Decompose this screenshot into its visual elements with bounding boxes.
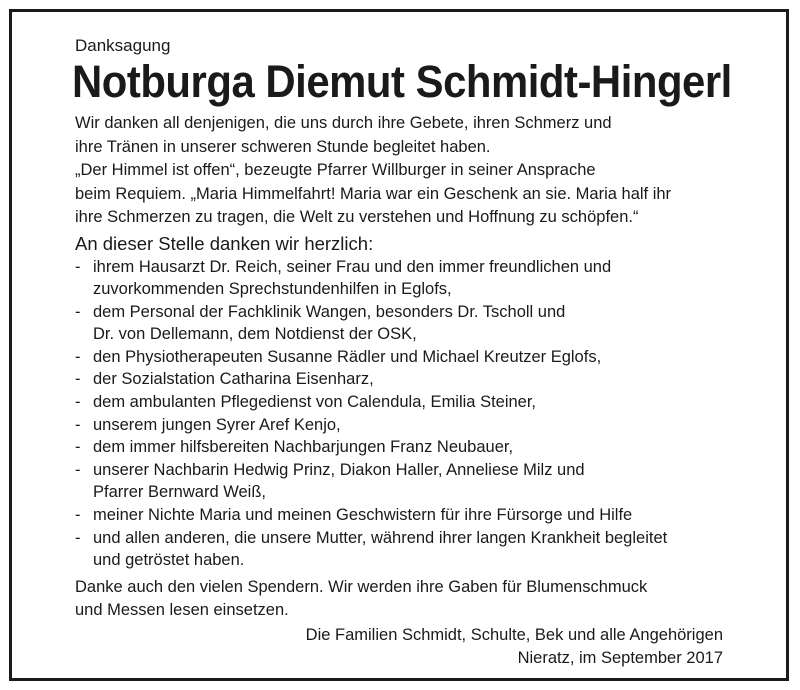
list-item-line: Pfarrer Bernward Weiß,: [93, 483, 266, 502]
opening-line: beim Requiem. „Maria Himmelfahrt! Maria war ein Geschenk an sie. Maria half ihr: [75, 184, 672, 203]
list-item: [75, 256, 735, 301]
bullet-dash: -: [75, 506, 81, 525]
list-item: [75, 527, 735, 572]
list-item-line: den Physiotherapeuten Susanne Rädler und Michael Kreutzer Eglofs,: [93, 347, 602, 366]
bullet-dash: -: [75, 393, 81, 412]
opening-line: „Der Himmel ist offen“, bezeugte Pfarrer Willburger in seiner Ansprache: [75, 161, 596, 179]
signature-block: [75, 624, 723, 670]
list-item-line: dem immer hilfsbereiten Nachbarjungen Franz Neubauer,: [93, 438, 514, 457]
list-item: [75, 436, 735, 459]
opening-line: ihre Schmerzen zu tragen, die Welt zu verstehen und Hoffnung zu schöpfen.“: [75, 208, 639, 226]
list-item-line: ihrem Hausarzt Dr. Reich, seiner Frau und den immer freundlichen und: [93, 257, 612, 276]
list-item-line: dem Personal der Fachklinik Wangen, besonders Dr. Tscholl und: [93, 302, 566, 321]
closing-paragraph: [75, 576, 735, 622]
list-item: [75, 504, 735, 527]
list-item-line: zuvorkommenden Sprechstundenhilfen in Eglofs,: [93, 280, 452, 299]
list-item: [75, 346, 735, 369]
closing-line: Danke auch den vielen Spendern. Wir werden ihre Gaben für Blumenschmuck: [75, 577, 648, 596]
notice-kicker: Danksagung: [75, 36, 171, 55]
list-item-line: und getröstet haben.: [93, 551, 245, 570]
bullet-dash: -: [75, 347, 81, 366]
list-item-line: Dr. von Dellemann, dem Notdienst der OSK,: [93, 325, 417, 344]
list-item: [75, 391, 735, 414]
list-item-line: unserem jungen Syrer Aref Kenjo,: [93, 415, 341, 434]
opening-paragraph: [75, 112, 735, 230]
list-item: [75, 414, 735, 437]
list-item: [75, 459, 735, 504]
obituary-notice: [72, 36, 735, 670]
list-item-line: der Sozialstation Catharina Eisenharz,: [93, 370, 374, 389]
list-item-line: meiner Nichte Maria und meinen Geschwistern für ihre Fürsorge und Hilfe: [93, 506, 633, 525]
signature-place-date: Nieratz, im September 2017: [517, 648, 723, 667]
bullet-dash: -: [75, 528, 81, 547]
bullet-dash: -: [75, 370, 81, 389]
thanks-intro: An dieser Stelle danken wir herzlich:: [75, 232, 374, 254]
bullet-dash: -: [75, 460, 81, 479]
list-item-line: und allen anderen, die unsere Mutter, während ihrer langen Krankheit begleitet: [93, 528, 668, 547]
bullet-dash: -: [75, 415, 81, 434]
closing-line: und Messen lesen einsetzen.: [75, 600, 289, 619]
list-item: [75, 301, 735, 346]
bullet-dash: -: [75, 438, 81, 457]
bullet-dash: -: [75, 302, 81, 321]
opening-line: Wir danken all denjenigen, die uns durch ihre Gebete, ihren Schmerz und: [75, 114, 612, 132]
bullet-dash: -: [75, 257, 81, 276]
thanks-list: [75, 256, 735, 572]
signature-families: Die Familien Schmidt, Schulte, Bek und alle Angehörigen: [305, 625, 723, 644]
deceased-name: Notburga Diemut Schmidt-Hingerl: [72, 56, 732, 107]
list-item-line: dem ambulanten Pflegedienst von Calendula, Emilia Steiner,: [93, 393, 537, 412]
list-item: [75, 368, 735, 391]
opening-line: ihre Tränen in unserer schweren Stunde begleitet haben.: [75, 137, 491, 156]
list-item-line: unserer Nachbarin Hedwig Prinz, Diakon Haller, Anneliese Milz und: [93, 460, 585, 479]
